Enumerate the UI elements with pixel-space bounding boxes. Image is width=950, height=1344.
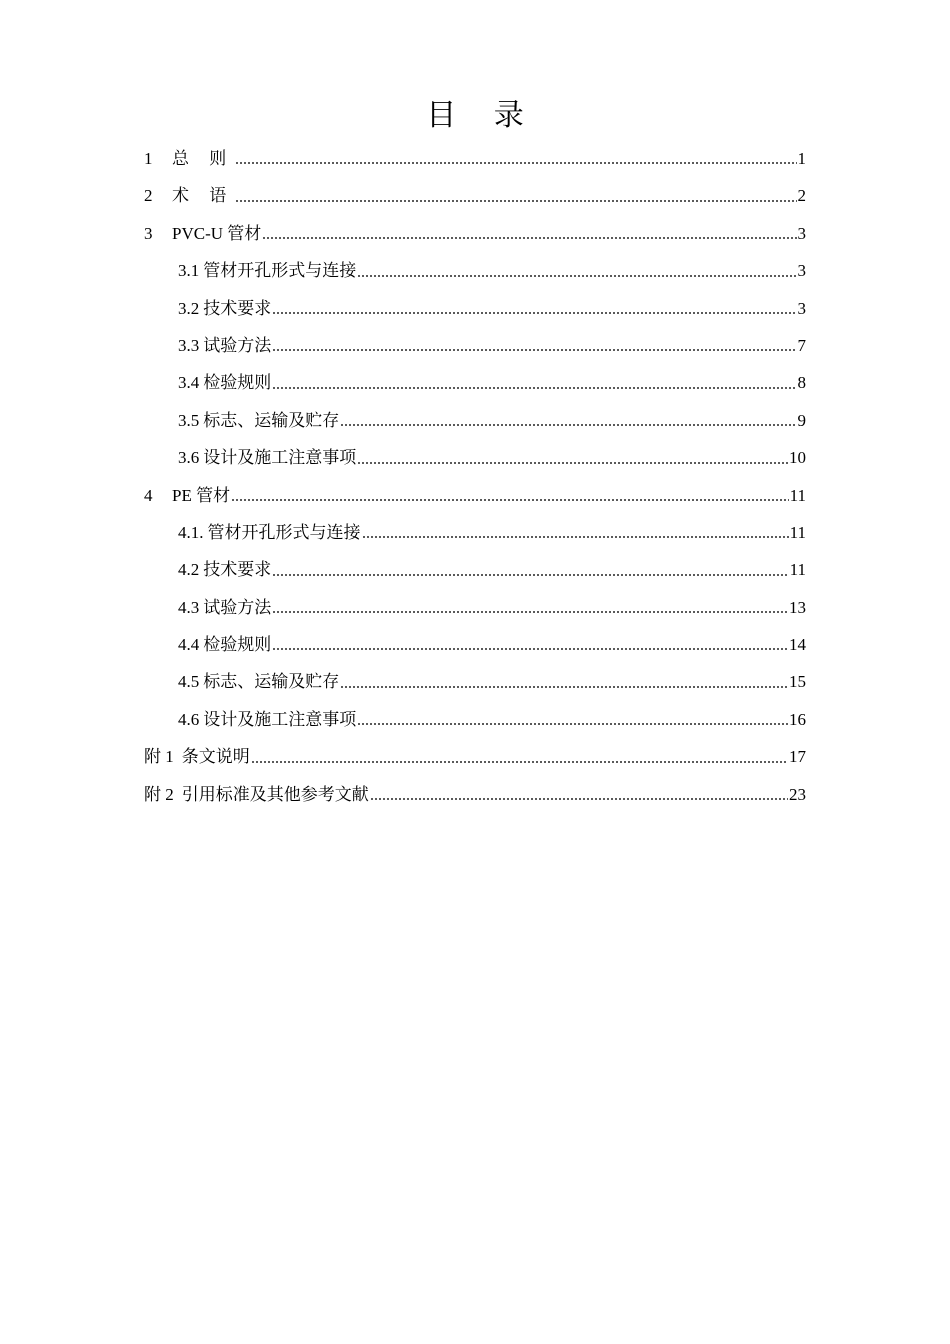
toc-entry-title: 管材开孔形式与连接: [207, 522, 361, 542]
toc-dot-leader: [272, 349, 796, 351]
toc-entry[interactable]: [144, 776, 806, 813]
toc-entry-page-number: 13: [789, 597, 806, 617]
toc-entry-number: 4.6: [178, 709, 200, 729]
toc-dot-leader: [357, 275, 796, 277]
toc-entry-page-number: 8: [797, 373, 806, 393]
toc-entry[interactable]: [144, 738, 806, 775]
toc-entry-page-number: 11: [789, 560, 806, 580]
toc-entry-number: 4.3: [178, 597, 200, 617]
toc-entry-number: 3: [144, 223, 153, 243]
toc-entry-title: 设计及施工注意事项: [203, 448, 357, 468]
toc-entry[interactable]: [144, 290, 806, 327]
toc-entry-number: 3.2: [178, 298, 200, 318]
toc-entry-page-number: 1: [797, 149, 806, 168]
toc-dot-leader: [272, 611, 788, 613]
toc-entry-title: 标志、运输及贮存: [203, 410, 340, 430]
toc-entry[interactable]: [144, 364, 806, 401]
toc-entry-title: 设计及施工注意事项: [203, 709, 357, 729]
toc-entry-number: 4: [144, 485, 153, 505]
toc-entry-title: PVC-U 管材: [172, 223, 262, 243]
toc-dot-leader: [231, 499, 789, 501]
toc-entry-number: 2: [144, 186, 153, 206]
toc-dot-leader: [235, 162, 796, 164]
toc-dot-leader: [272, 574, 788, 576]
toc-entry-title: 引用标准及其他参考文献: [181, 784, 369, 804]
toc-dot-leader: [272, 387, 796, 389]
toc-entry-title: 技术要求: [203, 560, 272, 580]
toc-entry-page-number: 15: [789, 672, 806, 692]
toc-entry[interactable]: [144, 252, 806, 289]
toc-entry-page-number: 9: [797, 410, 806, 430]
toc-entry-title: 试验方法: [203, 597, 272, 617]
toc-dot-leader: [262, 237, 796, 239]
toc-dot-leader: [235, 200, 796, 202]
toc-entry[interactable]: [144, 551, 806, 588]
toc-entry-title: 总 则: [172, 149, 235, 168]
table-of-contents: [144, 140, 806, 813]
toc-entry[interactable]: [144, 140, 806, 177]
toc-dot-leader: [251, 761, 788, 763]
toc-entry-page-number: 7: [797, 335, 806, 355]
toc-entry[interactable]: [144, 477, 806, 514]
toc-entry-number: 附 2: [144, 784, 174, 804]
toc-entry-number: 附 1: [144, 747, 174, 767]
toc-entry-number: 4.4: [178, 635, 200, 655]
toc-dot-leader: [357, 462, 788, 464]
toc-entry-number: 4.5: [178, 672, 200, 692]
toc-entry-number: 3.5: [178, 410, 200, 430]
toc-dot-leader: [272, 648, 788, 650]
toc-entry-title: 条文说明: [181, 747, 250, 767]
toc-entry-number: 4.2: [178, 560, 200, 580]
toc-dot-leader: [362, 536, 789, 538]
toc-entry-title: 标志、运输及贮存: [203, 672, 340, 692]
toc-entry-title: 检验规则: [203, 373, 272, 393]
toc-dot-leader: [357, 723, 788, 725]
toc-dot-leader: [340, 686, 788, 688]
toc-entry-page-number: 3: [797, 261, 806, 281]
toc-entry-number: 3.3: [178, 335, 200, 355]
toc-entry-number: 1: [144, 149, 153, 168]
toc-entry-page-number: 3: [797, 223, 806, 243]
toc-entry-number: 3.6: [178, 448, 200, 468]
toc-entry-number: 3.4: [178, 373, 200, 393]
toc-entry-page-number: 11: [789, 485, 806, 505]
toc-entry-page-number: 23: [789, 784, 806, 804]
toc-entry[interactable]: [144, 215, 806, 252]
toc-dot-leader: [370, 798, 788, 800]
toc-entry-title: 术 语: [172, 186, 235, 206]
toc-entry[interactable]: [144, 589, 806, 626]
toc-entry-page-number: 10: [789, 448, 806, 468]
toc-entry[interactable]: [144, 626, 806, 663]
toc-dot-leader: [272, 312, 796, 314]
toc-entry[interactable]: [144, 701, 806, 738]
toc-entry-page-number: 17: [789, 747, 806, 767]
toc-entry-page-number: 14: [789, 635, 806, 655]
toc-entry[interactable]: [144, 439, 806, 476]
toc-dot-leader: [340, 424, 796, 426]
toc-entry[interactable]: [144, 663, 806, 700]
toc-entry[interactable]: [144, 402, 806, 439]
toc-entry-page-number: 3: [797, 298, 806, 318]
toc-entry-page-number: 11: [789, 522, 806, 542]
toc-entry-title: 管材开孔形式与连接: [203, 261, 357, 281]
toc-entry-title: 技术要求: [203, 298, 272, 318]
toc-entry-title: 检验规则: [203, 635, 272, 655]
page-title: 目 录: [426, 98, 538, 133]
toc-entry-number: 4.1.: [178, 522, 204, 542]
toc-entry[interactable]: [144, 514, 806, 551]
toc-entry-page-number: 2: [797, 186, 806, 206]
toc-entry-title: 试验方法: [203, 335, 272, 355]
toc-entry-number: 3.1: [178, 261, 200, 281]
toc-entry-page-number: 16: [789, 709, 806, 729]
toc-entry-title: PE 管材: [172, 485, 231, 505]
toc-entry[interactable]: [144, 177, 806, 214]
toc-entry[interactable]: [144, 327, 806, 364]
